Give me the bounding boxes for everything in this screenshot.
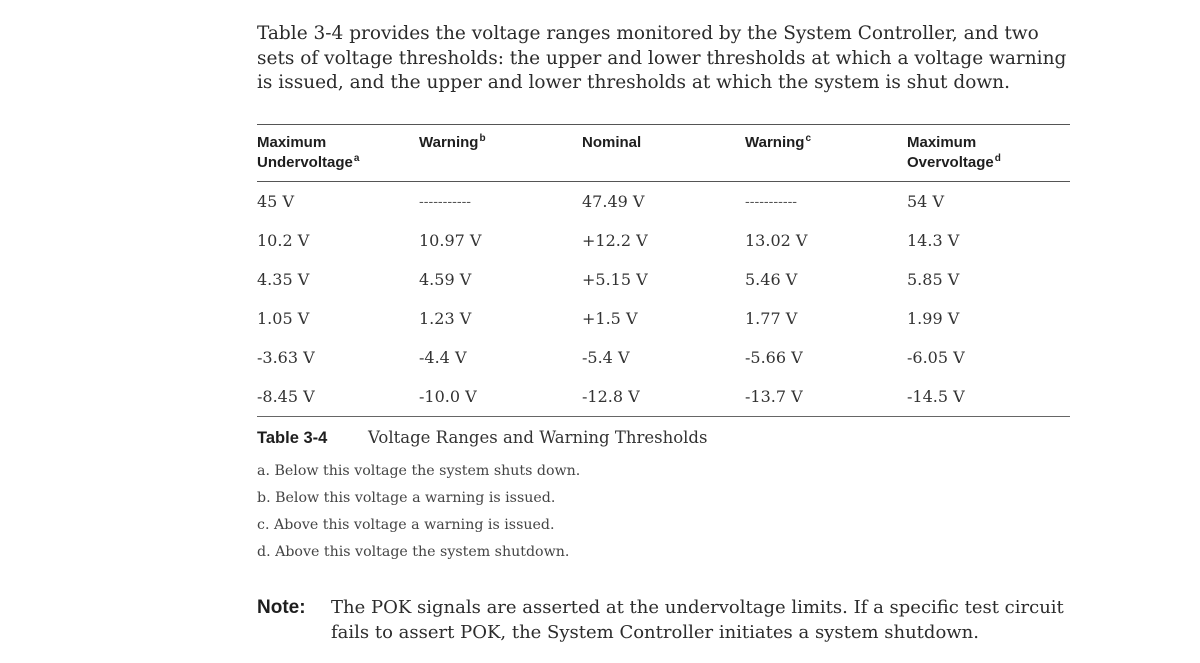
table-cell: -5.4 V [582, 348, 630, 367]
note-label: Note: [257, 597, 306, 618]
table-row [257, 182, 1070, 222]
footnote-c: c. Above this voltage a warning is issued. [257, 517, 555, 533]
footnote-marker-c: c [805, 133, 811, 144]
table-cell: 54 V [907, 192, 944, 211]
table-row [257, 260, 1070, 299]
table-cell: +5.15 V [582, 270, 648, 289]
table-cell: -14.5 V [907, 387, 965, 406]
table-cell: +1.5 V [582, 309, 638, 328]
table-cell: 13.02 V [745, 231, 808, 250]
header-max-undervoltage-line2: Undervoltage [257, 154, 353, 171]
table-cell-empty: ----------- [745, 193, 798, 210]
table-cell-empty: ----------- [419, 193, 472, 210]
table-cell: -5.66 V [745, 348, 803, 367]
table-cell: 47.49 V [582, 192, 645, 211]
header-row [257, 125, 1070, 182]
header-warning-high [745, 125, 907, 182]
header-warning-low [419, 125, 582, 182]
intro-paragraph: Table 3-4 provides the voltage ranges monitored by the System Controller, and two sets of voltage thresholds: the upper and lower thresholds at which a voltage warning is issued, and the upper and lower thresholds at which the system is shut down. [257, 23, 1067, 93]
footnote-marker-a: a [353, 153, 360, 164]
table-body [257, 182, 1070, 417]
voltage-thresholds-table [257, 124, 1070, 417]
header-warning-low-label: Warning [419, 134, 479, 151]
header-max-undervoltage-line1: Maximum [257, 134, 327, 151]
table-cell: +12.2 V [582, 231, 648, 250]
voltage-table-container [257, 124, 1070, 417]
table-footnotes [257, 458, 957, 566]
footnote-b: b. Below this voltage a warning is issued. [257, 490, 556, 506]
table-cell: -13.7 V [745, 387, 803, 406]
header-max-overvoltage [907, 125, 1070, 182]
table-cell: -3.63 V [257, 348, 315, 367]
header-max-overvoltage-line1: Maximum [907, 134, 977, 151]
footnote-d: d. Above this voltage the system shutdown. [257, 544, 570, 560]
table-cell: 5.85 V [907, 270, 960, 289]
table-cell: 1.05 V [257, 309, 310, 328]
table-cell: -10.0 V [419, 387, 477, 406]
table-cell: 1.23 V [419, 309, 472, 328]
table-caption-number: Table 3-4 [257, 429, 328, 447]
table-caption-title: Voltage Ranges and Warning Thresholds [368, 428, 708, 447]
document-page [257, 22, 1072, 643]
table-caption [257, 428, 1070, 448]
table-cell: -12.8 V [582, 387, 640, 406]
table-row [257, 221, 1070, 260]
table-cell: 4.35 V [257, 270, 310, 289]
note-block [257, 595, 1072, 645]
table-header [257, 125, 1070, 182]
footnote-marker-b: b [479, 133, 486, 144]
table-cell: 4.59 V [419, 270, 472, 289]
table-cell: 45 V [257, 192, 294, 211]
table-cell: -4.4 V [419, 348, 467, 367]
table-cell: 1.99 V [907, 309, 960, 328]
table-cell: -6.05 V [907, 348, 965, 367]
table-row [257, 338, 1070, 377]
header-max-overvoltage-line2: Overvoltage [907, 154, 994, 171]
table-row [257, 377, 1070, 417]
table-cell: 10.2 V [257, 231, 310, 250]
header-nominal-label: Nominal [582, 134, 642, 151]
table-cell: 1.77 V [745, 309, 798, 328]
table-cell: 14.3 V [907, 231, 960, 250]
table-cell: -8.45 V [257, 387, 315, 406]
footnote-a: a. Below this voltage the system shuts down. [257, 463, 581, 479]
footnote-marker-d: d [994, 153, 1001, 164]
table-cell: 10.97 V [419, 231, 482, 250]
note-text: The POK signals are asserted at the undervoltage limits. If a specific test circuit fails to assert POK, the System Controller initiates a system shutdown. [331, 597, 1064, 643]
header-max-undervoltage [257, 125, 419, 182]
header-nominal [582, 125, 745, 182]
table-cell: 5.46 V [745, 270, 798, 289]
table-row [257, 299, 1070, 338]
header-warning-high-label: Warning [745, 134, 805, 151]
